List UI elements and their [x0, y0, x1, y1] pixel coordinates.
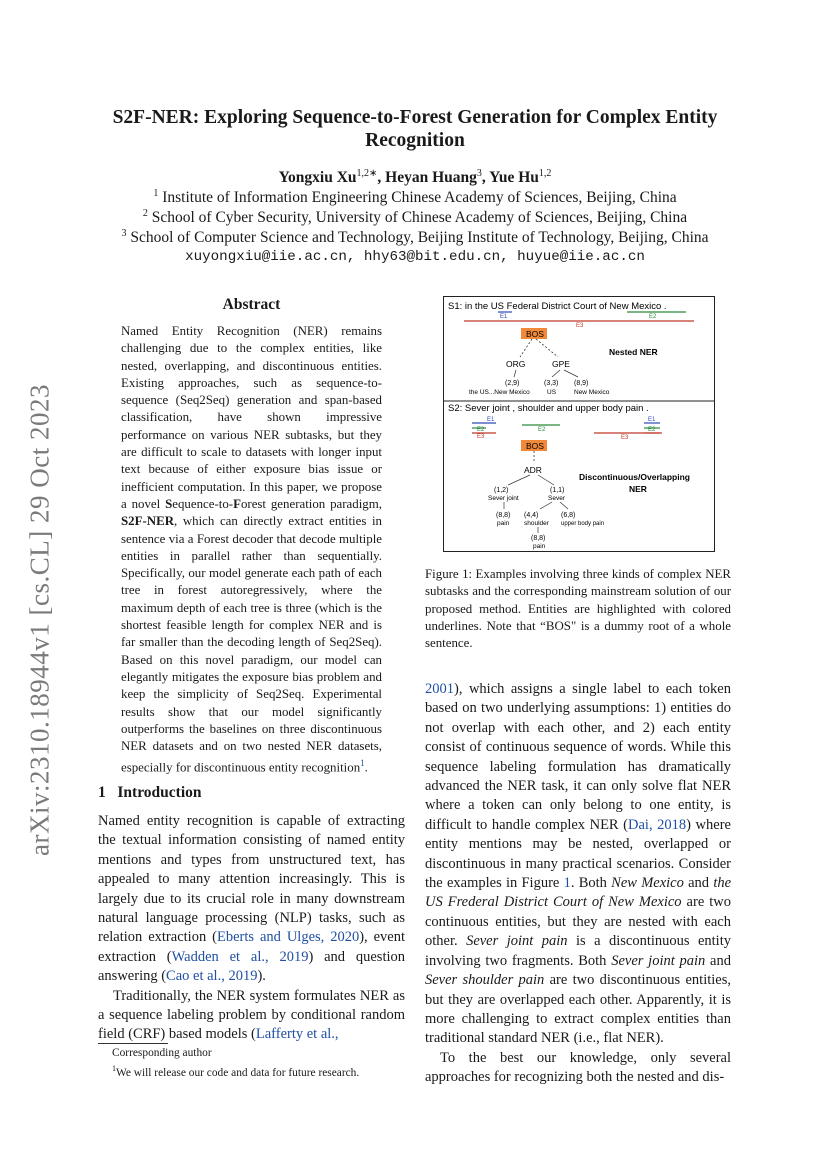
- edge-adr-12: [508, 475, 530, 485]
- gpe-span-1: (3,3): [544, 380, 559, 387]
- org-node: ORG: [506, 359, 526, 369]
- disc-label-1: Discontinuous/Overlapping: [579, 472, 690, 482]
- gpe-span-2: (8,9): [574, 380, 589, 387]
- citation-wadden[interactable]: Wadden et al., 2019: [171, 948, 309, 965]
- abstract-heading: Abstract: [222, 296, 281, 313]
- node-6-8: (6,8): [561, 512, 576, 519]
- author-3-sup: 1,2: [538, 168, 552, 179]
- s2-e3-label: E3: [477, 434, 485, 440]
- footnote-ref-1[interactable]: 1: [360, 758, 365, 769]
- affiliation-1-sup: 1: [153, 188, 159, 199]
- affiliation-1: [80, 188, 750, 207]
- edge-bos-gpe: [536, 339, 558, 357]
- adr-node: ADR: [524, 465, 542, 475]
- gpe-text-2: New Mexico: [574, 389, 610, 396]
- abstract-text-4: , which can directly extract entities in sentence via a Forest decoder that decode multiple entities in parallel rather than sequentially. Specifically, our model generate each path of each tree in forest autoregressively, where the maximum depth of each tree is three (which is the shortest feasible length for complex NER and is far smaller than the decoding length of Seq2Seq). Based on this novel paradigm, our model can elegantly mitigates the exposure bias problem and keep the simplicity of Seq2Seq. Experimental results show that our model significantly outperforms the baselines on three discontinuous NER datasets and on two nested NER datasets, especially for discontinuous entity recognition: [121, 514, 382, 775]
- paper-title: [90, 106, 740, 152]
- bos-label-1: BOS: [526, 329, 544, 339]
- node-8-8-a: (8,8): [496, 512, 511, 519]
- intro-left-column: [98, 812, 405, 1045]
- abstract-body: [121, 323, 382, 777]
- citation-lafferty-year[interactable]: 2001: [425, 681, 454, 697]
- author-2-sup: 3: [476, 168, 482, 179]
- intro-p2-text-h: and: [705, 952, 731, 969]
- edge-adr-11: [538, 475, 554, 485]
- intro-p2-text-e: and: [683, 875, 714, 892]
- node-8-8-b-text: pain: [533, 543, 546, 550]
- edge-11-44: [540, 502, 552, 509]
- node-8-8-b: (8,8): [531, 535, 546, 542]
- edge-bos-org: [520, 339, 532, 357]
- entity-example-4: Sever joint pain: [611, 952, 706, 969]
- figure-1: [443, 296, 715, 552]
- s2-e3-label-b: E3: [621, 435, 629, 441]
- affiliation-1-text: Institute of Information Engineering Chinese Academy of Sciences, Beijing, China: [162, 189, 677, 207]
- citation-dai[interactable]: Dai, 2018: [628, 816, 687, 833]
- author-2: Heyan Huang: [385, 169, 477, 187]
- intro-p1-text-b: ), event extraction (: [98, 929, 406, 965]
- citation-lafferty[interactable]: Lafferty et al.,: [255, 1026, 339, 1043]
- node-1-1-text: Sever: [548, 495, 565, 502]
- affiliation-3-sup: 3: [121, 228, 127, 239]
- gpe-text-1: US: [547, 389, 557, 396]
- figure-1-caption: [425, 566, 731, 652]
- s2-sentence: S2: Sever joint , shoulder and upper body pain .: [448, 403, 649, 414]
- org-text: the US...New Mexico: [469, 389, 530, 396]
- s1-e2-label: E2: [649, 314, 657, 320]
- abstract-bold-f: F: [233, 496, 241, 511]
- s1-e1-label: E1: [500, 314, 508, 320]
- title-line-2: Recognition: [365, 130, 465, 151]
- disc-label-2: NER: [629, 484, 647, 494]
- footnote-corresponding: Corresponding author: [112, 1047, 212, 1059]
- entity-example-3: Sever joint pain: [466, 933, 568, 950]
- edge-11-68: [560, 502, 568, 509]
- title-line-1: S2F-NER: Exploring Sequence-to-Forest Generation for Complex Entity: [112, 107, 718, 128]
- entity-example-1: New Mexico: [611, 875, 684, 892]
- footnote-1-mark: 1: [112, 1064, 116, 1073]
- node-1-1: (1,1): [550, 487, 565, 494]
- intro-p2-text-f: are two continuous entities, but they are nested with each other.: [425, 894, 731, 950]
- edge-gpe-span1: [552, 370, 560, 377]
- edge-org-span: [514, 370, 516, 377]
- abstract-end: .: [364, 760, 368, 775]
- affiliation-2: [80, 208, 750, 227]
- figure-ref-1[interactable]: 1: [563, 875, 571, 892]
- s2-e2-label: E2: [477, 427, 485, 433]
- s2-e1-label-r: E1: [648, 417, 656, 423]
- author-1: Yongxiu Xu: [278, 169, 357, 187]
- arxiv-id: arXiv:2310.18944v1 [cs.CL] 29 Oct 2023: [24, 384, 55, 856]
- abstract-bold-s: S: [165, 496, 173, 511]
- intro-p2-text-d: . Both: [570, 875, 612, 892]
- footnote-1: [98, 1061, 405, 1081]
- arxiv-stamp: [10, 320, 70, 920]
- s2-e2-label-b: E2: [538, 427, 546, 433]
- abstract-text-1: Named Entity Recognition (NER) remains challenging due to the complex entities, like nested, overlapping, and discontinuous entities. Existing approaches, such as sequence-to-sequence (Seq2Seq) generation and span-based classification, have shown impressive performance on various NER subtasks, but they are difficult to scale to datasets with longer input text because of either exposure bias issue or inefficient computation. In this paper, we propose a novel: [121, 324, 382, 511]
- gpe-node: GPE: [552, 359, 570, 369]
- footnote-1-text: We will release our code and data for future research.: [116, 1066, 360, 1079]
- affiliation-3: [80, 228, 750, 247]
- footnote-rule: [98, 1043, 168, 1044]
- intro-p1-text-a: Named entity recognition is capable of extracting the textual information consisting of named entity mentions and types from unstructured text, has appealed to many attention increasingly. This is largely due to its crucial role in many downstream natural language processing (NLP) tasks, such as relation extraction (: [98, 813, 405, 946]
- intro-right-column: [425, 680, 731, 1088]
- intro-p3-text: To the best our knowledge, only several approaches for recognizing both the nested and dis-: [425, 1049, 731, 1086]
- affiliation-2-text: School of Cyber Security, University of Chinese Academy of Sciences, Beijing, China: [151, 209, 688, 227]
- intro-p2-text-b: ), which assigns a single label to each token based on two underlying assumptions: 1) entities do not overlap with each other, and 2) each entity consist of continuous sequence of words. While this sequence labeling formulation has dramatically advanced the NER task, it can only solve flat NER where a token can only belong to one entity, is difficult to handle complex NER (: [425, 681, 731, 833]
- s1-sentence: S1: in the US Federal District Court of New Mexico .: [448, 301, 667, 312]
- node-4-4: (4,4): [524, 512, 539, 519]
- citation-cao[interactable]: Cao et al., 2019: [166, 968, 258, 985]
- s2-e1-label: E1: [487, 417, 495, 423]
- intro-p2-text-c: ) where entity mentions may be nested, overlapped or discontinuous in many practical scenarios. Consider the examples in Figure: [425, 816, 731, 892]
- author-emails: xuyongxiu@iie.ac.cn, hhy63@bit.edu.cn, huyue@iie.ac.cn: [185, 249, 645, 265]
- intro-p2-text-i: are two discontinuous entities, but they are overlapped each other. Apparently, it is more challenging to extract complex entities than traditional standard NER (i.e., flat NER).: [425, 972, 731, 1047]
- s2-e2-label-r: E2: [648, 427, 656, 433]
- s1-e3-label: E3: [576, 323, 584, 329]
- node-6-8-text: upper body pain: [561, 521, 605, 527]
- section-heading-introduction: 1 Introduction: [98, 784, 202, 801]
- affiliation-2-sup: 2: [142, 208, 148, 219]
- node-1-2: (1,2): [494, 487, 509, 494]
- entity-example-5: Sever shoulder pain: [425, 972, 545, 989]
- org-span: (2,9): [505, 380, 520, 387]
- intro-p1-text-d: ).: [257, 968, 266, 985]
- nested-ner-label: Nested NER: [609, 347, 658, 357]
- entity-example-2: the US Frederal District Court of New Mexico: [425, 875, 732, 911]
- author-3: Yue Hu: [489, 169, 539, 187]
- model-name: S2F-NER: [121, 514, 174, 529]
- figure-1-diagram: [444, 297, 714, 551]
- abstract-text-3: orest generation paradigm,: [240, 496, 383, 511]
- citation-eberts[interactable]: Eberts and Ulges, 2020: [216, 929, 360, 946]
- node-1-2-text: Sever joint: [488, 495, 519, 502]
- node-8-8-a-text: pain: [497, 520, 510, 527]
- author-list: Yongxiu $Xu^{1,2∗}$, Heyan Huang$^3$, Yue Hu$^{1,2}$: [278, 168, 552, 187]
- edge-gpe-span2: [564, 370, 578, 377]
- intro-p2-text-g: is a discontinuous entity involving two fragments. Both: [425, 933, 731, 969]
- figure-1-caption-text: Figure 1: Examples involving three kinds of complex NER subtasks and the corresponding mainstream solution of our proposed method. Entities are highlighted with colored underlines. Note that “BOS" is a dummy root of a whole sentence.: [425, 567, 731, 651]
- bos-label-2: BOS: [526, 441, 544, 451]
- node-4-4-text: shoulder: [524, 520, 549, 527]
- intro-p2-text-a: Traditionally, the NER system formulates NER as a sequence labeling problem by conditional random field (CRF) based models (: [98, 987, 405, 1043]
- author-1-sup: 1,2∗: [356, 168, 378, 179]
- affiliation-3-text: School of Computer Science and Technology, Beijing Institute of Technology, Beijing, China: [130, 229, 709, 247]
- intro-p1-text-c: ) and question answering (: [98, 948, 406, 985]
- abstract-text-2: equence-to-: [172, 496, 234, 511]
